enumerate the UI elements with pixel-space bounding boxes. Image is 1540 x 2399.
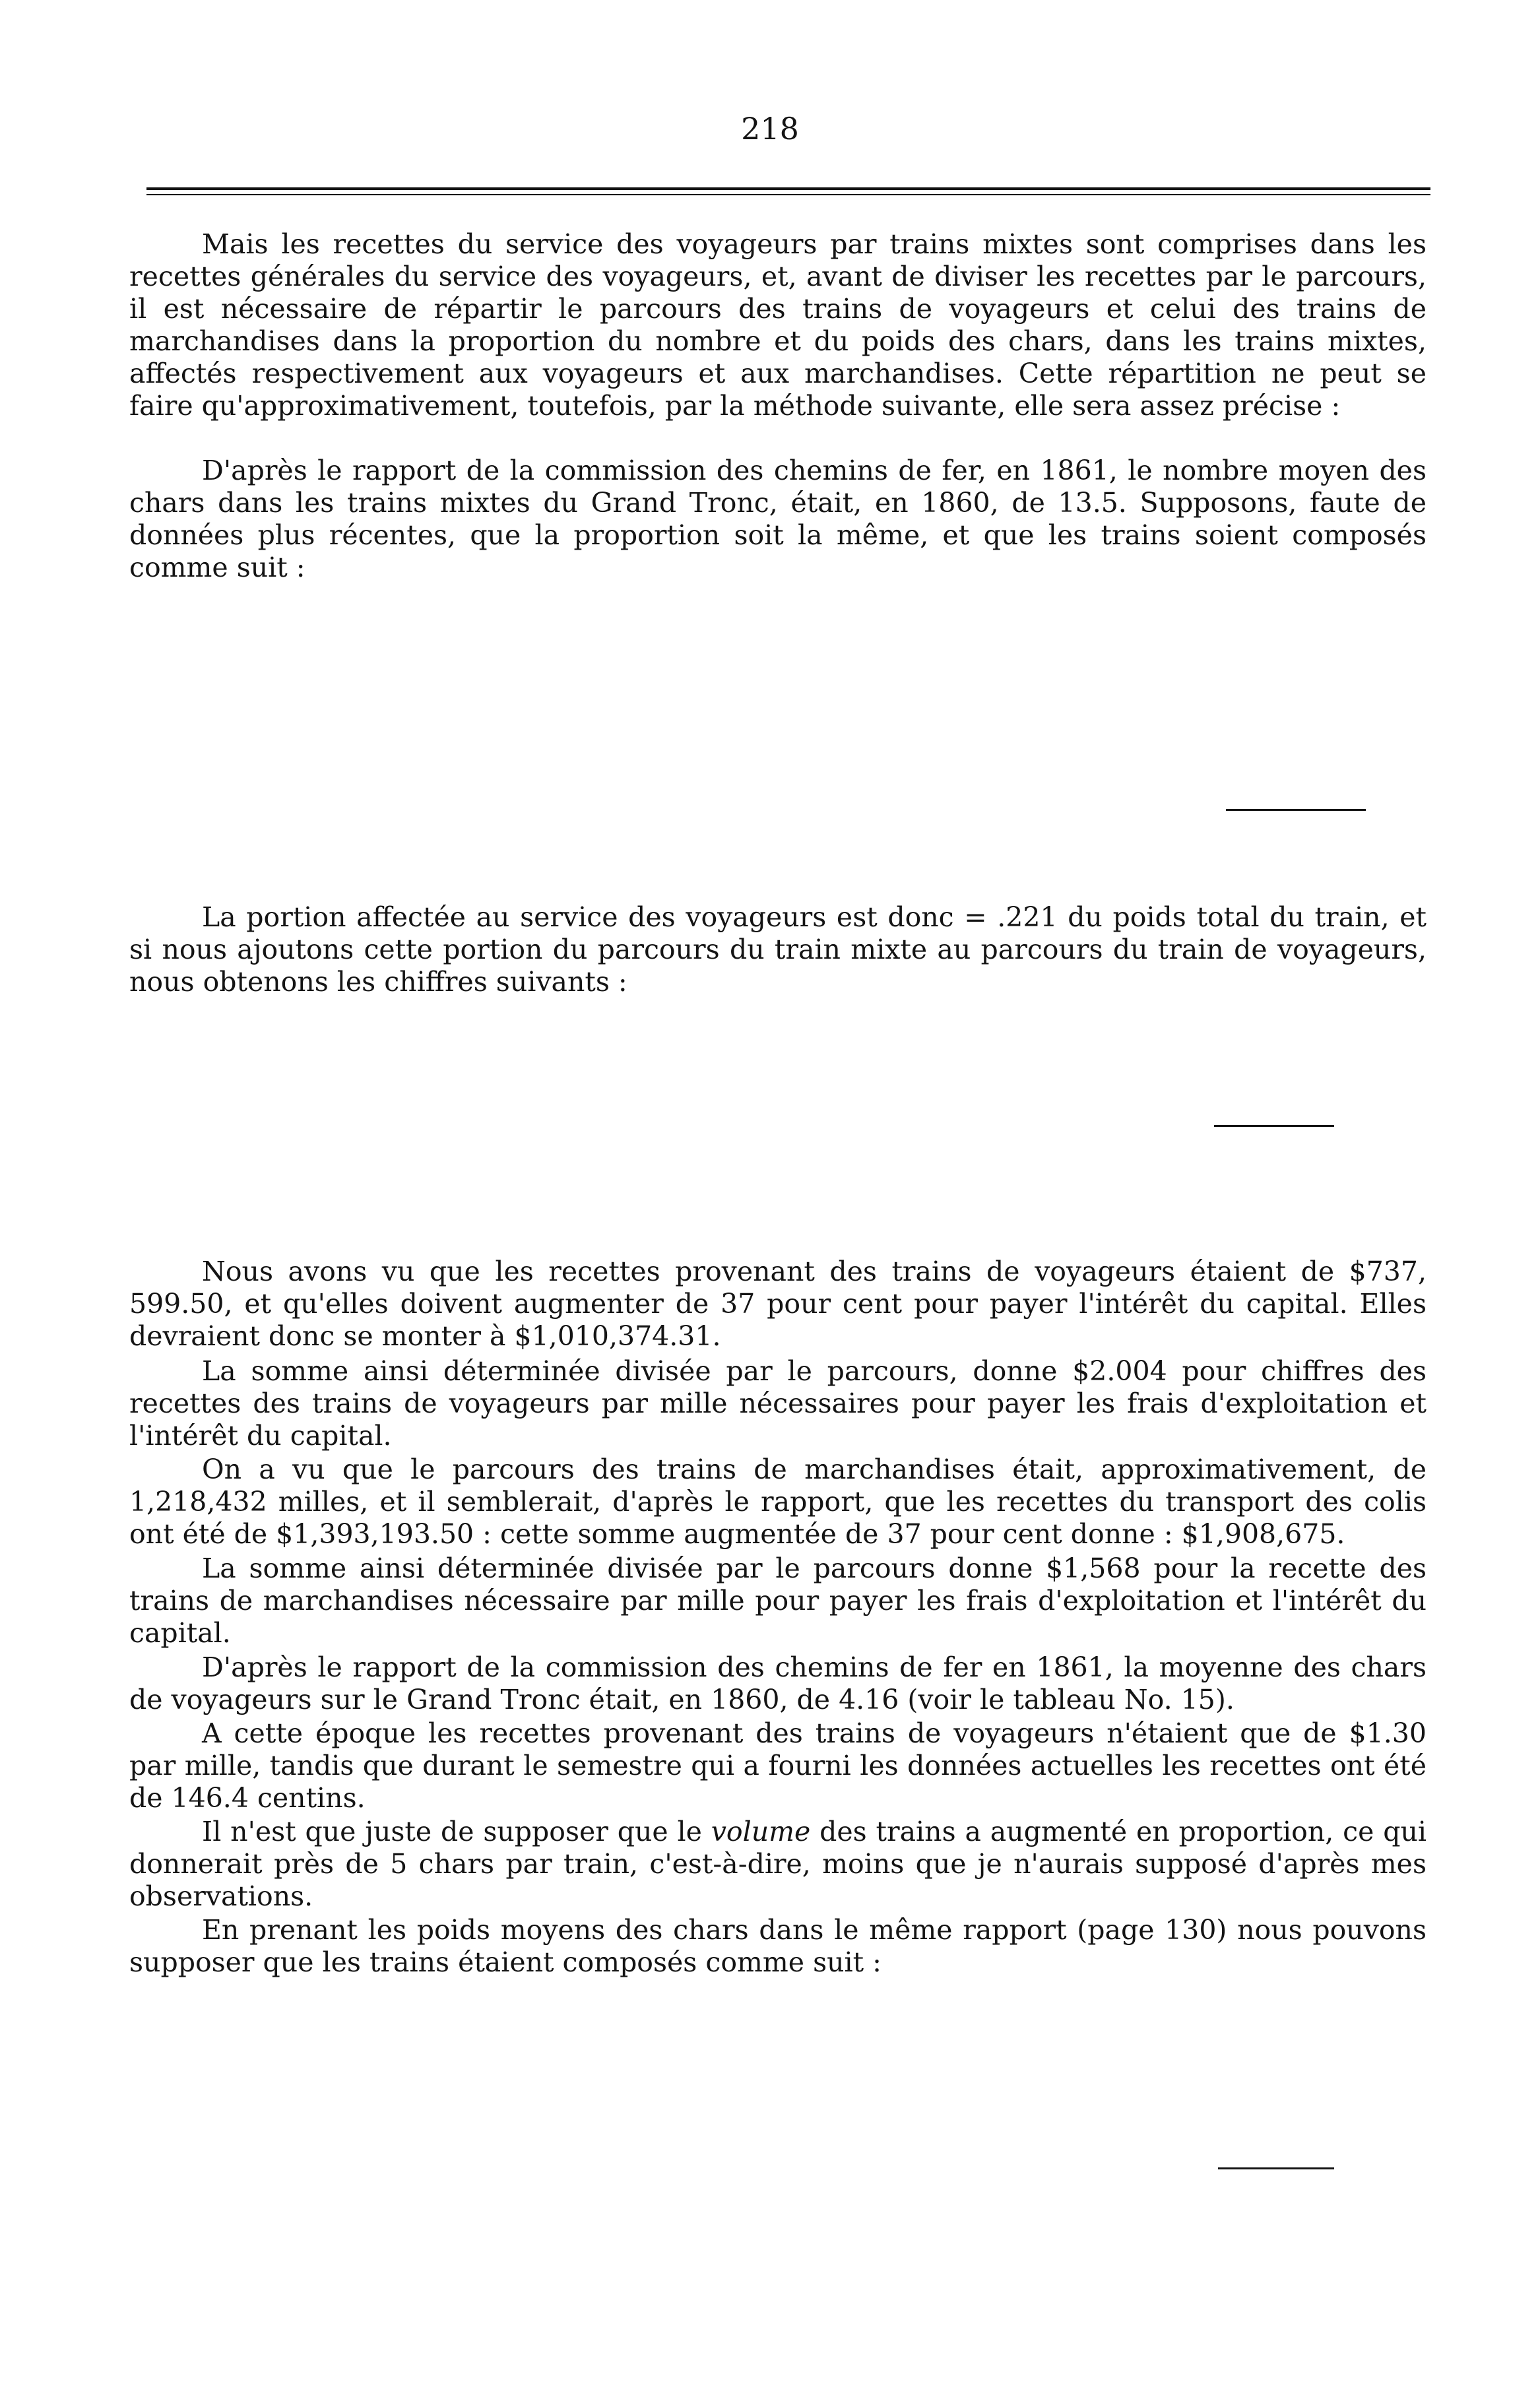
paragraph-intro: Mais les recettes du service des voyageurs par trains mixtes sont comprises dans les recettes générales du service des voyageurs, et, avant de diviser les recettes par le parcours, il est nécessaire de répartir le parcours des trains de voyageurs et celui des trains de marchandises dans la proportion du nombre et du poids des chars, dans les trains mixtes, affectés respectivement aux voyageurs et aux marchandises. Cette répartition ne peut se faire qu'approximativement, toutefois, par la méthode suivante, elle sera assez précise : (129, 228, 1427, 422)
paragraph-marchandises: On a vu que le parcours des trains de marchandises était, approximativement, de 1,218,432 milles, et il semblerait, d'après le rapport, que les recettes du transport des colis ont été de $1,393,193.50 : cette somme augmentée de 37 pour cent donne : $1,908,675. (129, 1454, 1427, 1550)
paragraph-somme-voyageurs: La somme ainsi déterminée divisée par le parcours, donne $2.004 pour chiffres des recettes des trains de voyageurs par mille nécessaires pour payer les frais d'exploitation et l'intérêt du capital. (129, 1355, 1427, 1452)
paragraph-somme-marchandises: La somme ainsi déterminée divisée par le parcours donne $1,568 pour la recette des trains de marchandises nécessaire par mille pour payer les frais d'exploitation et l'intérêt du capital. (129, 1552, 1427, 1649)
paragraph-portion: La portion affectée au service des voyageurs est donc = .221 du poids total du train, et si nous ajoutons cette portion du parcours du train mixte au parcours du train de voyageurs, nous obtenons les chiffres suivants : (129, 901, 1427, 998)
volume-text-before: Il n'est que juste de supposer que le (202, 1816, 711, 1847)
page-number: 218 (741, 111, 799, 146)
volume-italic: volume (711, 1816, 811, 1847)
sum-rule (1214, 1125, 1334, 1127)
top-rule (146, 187, 1430, 190)
sum-rule (1218, 2167, 1334, 2169)
paragraph-rapport: D'après le rapport de la commission des chemins de fer, en 1861, le nombre moyen des chars dans les trains mixtes du Grand Tronc, était, en 1860, de 13.5. Supposons, faute de données plus récentes, que la proportion soit la même, et que les trains soient composés comme suit : (129, 455, 1427, 583)
paragraph-poids-moyens: En prenant les poids moyens des chars dans le même rapport (page 130) nous pouvons supposer que les trains étaient composés comme suit : (129, 1914, 1427, 1978)
paragraph-volume (129, 1816, 1427, 1913)
top-rule-thin (146, 194, 1430, 195)
paragraph-recettes: Nous avons vu que les recettes provenant des trains de voyageurs étaient de $737, 599.50, et qu'elles doivent augmenter de 37 pour cent pour payer l'intérêt du capital. Elles devraient donc se monter à $1,010,374.31. (129, 1256, 1427, 1352)
paragraph-moyenne: D'après le rapport de la commission des chemins de fer en 1861, la moyenne des chars de voyageurs sur le Grand Tronc était, en 1860, de 4.16 (voir le tableau No. 15). (129, 1651, 1427, 1715)
volume-text-after: des trains a augmenté en proportion, ce qui donnerait près de 5 chars par train, c'est-à-dire, moins que je n'aurais supposé d'après mes observations. (129, 1816, 1427, 1912)
paragraph-epoque: A cette époque les recettes provenant des trains de voyageurs n'étaient que de $1.30 par mille, tandis que durant le semestre qui a fourni les données actuelles les recettes ont été de 146.4 centins. (129, 1717, 1427, 1814)
sum-rule (1226, 809, 1366, 811)
